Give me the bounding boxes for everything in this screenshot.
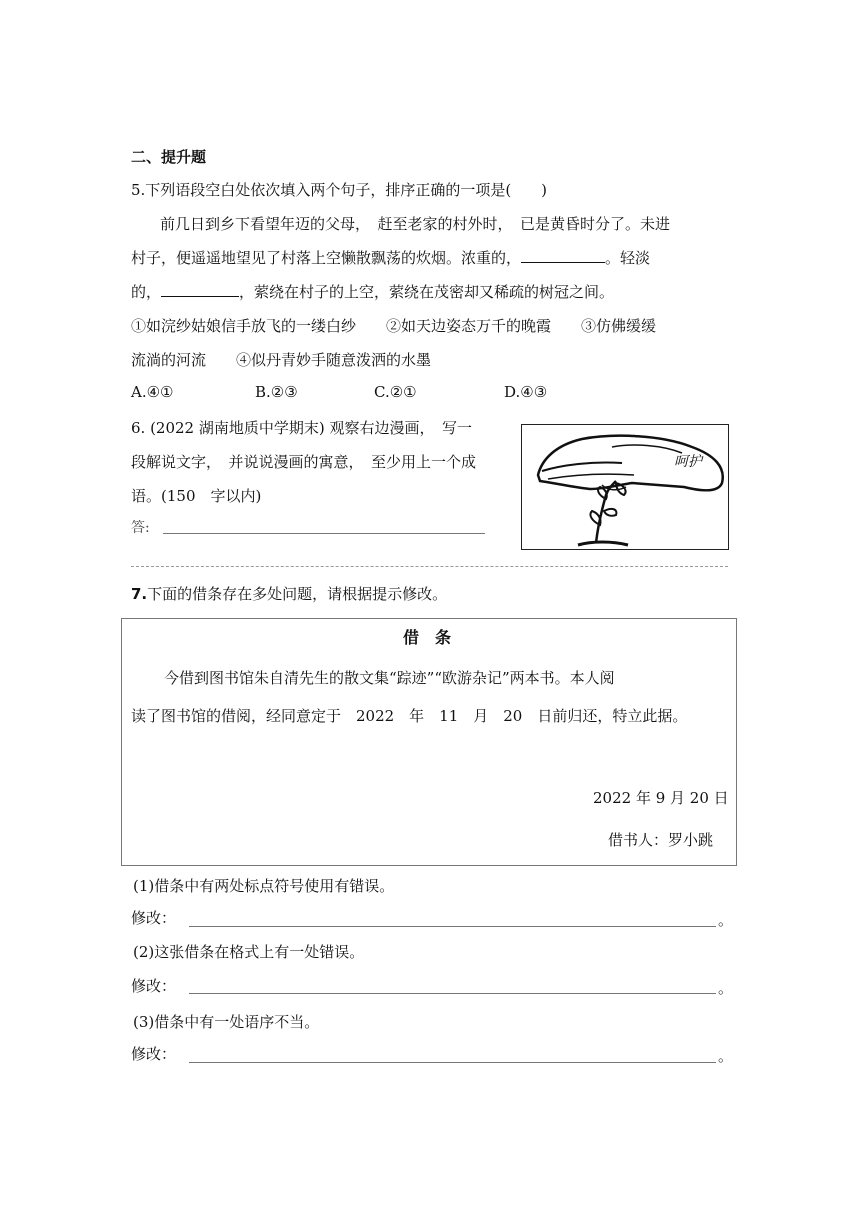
q6-line-2: 段解说文字， 并说说漫画的寓意， 至少用上一个成 xyxy=(131,453,477,471)
q7-stem-text: 下面的借条存在多处问题，请根据提示修改。 xyxy=(147,585,448,603)
q5-passage-text-3b: ，萦绕在村子的上空，萦绕在茂密却又稀疏的树冠之间。 xyxy=(239,283,615,301)
borrow-note-borrower: 借书人：罗小跳 xyxy=(608,831,714,849)
q7-fix-line-1[interactable] xyxy=(189,926,716,927)
q5-options xyxy=(131,382,631,402)
borrow-note-body-line-1: 今借到图书馆朱自清先生的散文集“踪迹”“欧游杂记”两本书。本人阅 xyxy=(164,669,615,687)
q7-fix-label-1: 修改： xyxy=(131,909,177,927)
q7-stem xyxy=(131,584,447,604)
section-divider xyxy=(131,566,728,567)
comic-caption: 呵护 xyxy=(674,454,702,470)
q5-option-d[interactable]: D.④③ xyxy=(504,383,548,401)
q7-end-mark-3: 。 xyxy=(718,1047,734,1065)
q7-end-mark-1: 。 xyxy=(718,911,734,929)
q7-fix-line-2[interactable] xyxy=(189,993,716,994)
q5-passage-line-2 xyxy=(131,248,650,268)
q5-choices-line-1: ①如浣纱姑娘信手放飞的一缕白纱 ②如天边姿态万千的晚霞 ③仿佛缓缓 xyxy=(131,317,657,335)
q7-fix-label-2: 修改： xyxy=(131,977,177,995)
q5-passage-text-2a: 村子，便遥遥地望见了村落上空懒散飘荡的炊烟。浓重的， xyxy=(131,249,522,267)
borrow-note-body-line-2: 读了图书馆的借阅，经同意定于 2022 年 11 月 20 日前归还，特立此据。 xyxy=(131,707,688,725)
borrow-note-date: 2022 年 9 月 20 日 xyxy=(593,789,729,807)
q6-line-1: 6. (2022 湖南地质中学期末) 观察右边漫画， 写一 xyxy=(131,419,472,437)
q5-passage-text-2b: 。轻淡 xyxy=(605,249,651,267)
section-title: 二、提升题 xyxy=(131,148,207,166)
q6-line-3: 语。(150 字以内) xyxy=(131,487,262,505)
q5-passage-line-1: 前几日到乡下看望年迈的父母， 赶至老家的村外时， 已是黄昏时分了。未进 xyxy=(160,215,671,233)
q5-option-b[interactable]: B.②③ xyxy=(255,383,298,401)
borrow-note-title: 借 条 xyxy=(403,628,452,647)
comic-hand-seedling-drawing xyxy=(522,425,728,549)
q6-answer-label: 答: xyxy=(131,520,150,536)
q7-fix-line-3[interactable] xyxy=(189,1062,716,1063)
q7-fix-label-3: 修改： xyxy=(131,1045,177,1063)
q7-number: 7. xyxy=(131,585,148,603)
borrow-note-box xyxy=(121,618,737,866)
q6-answer-line[interactable] xyxy=(163,533,485,534)
q5-stem: 5.下列语段空白处依次填入两个句子，排序正确的一项是( ) xyxy=(131,181,548,199)
q7-sub-2: (2)这张借条在格式上有一处错误。 xyxy=(133,943,365,961)
comic-illustration xyxy=(521,424,729,550)
q5-choices-line-2: 流淌的河流 ④似丹青妙手随意泼洒的水墨 xyxy=(131,351,432,369)
q7-sub-3: (3)借条中有一处语序不当。 xyxy=(133,1013,320,1031)
q5-blank-2[interactable] xyxy=(161,282,239,297)
q7-sub-1: (1)借条中有两处标点符号使用有错误。 xyxy=(133,877,395,895)
q5-option-a[interactable]: A.④① xyxy=(131,383,174,401)
q7-end-mark-2: 。 xyxy=(718,979,734,997)
q5-option-c[interactable]: C.②① xyxy=(374,383,417,401)
q5-passage-line-3 xyxy=(131,282,614,302)
q5-passage-text-3a: 的， xyxy=(131,283,162,301)
q5-blank-1[interactable] xyxy=(521,248,605,263)
